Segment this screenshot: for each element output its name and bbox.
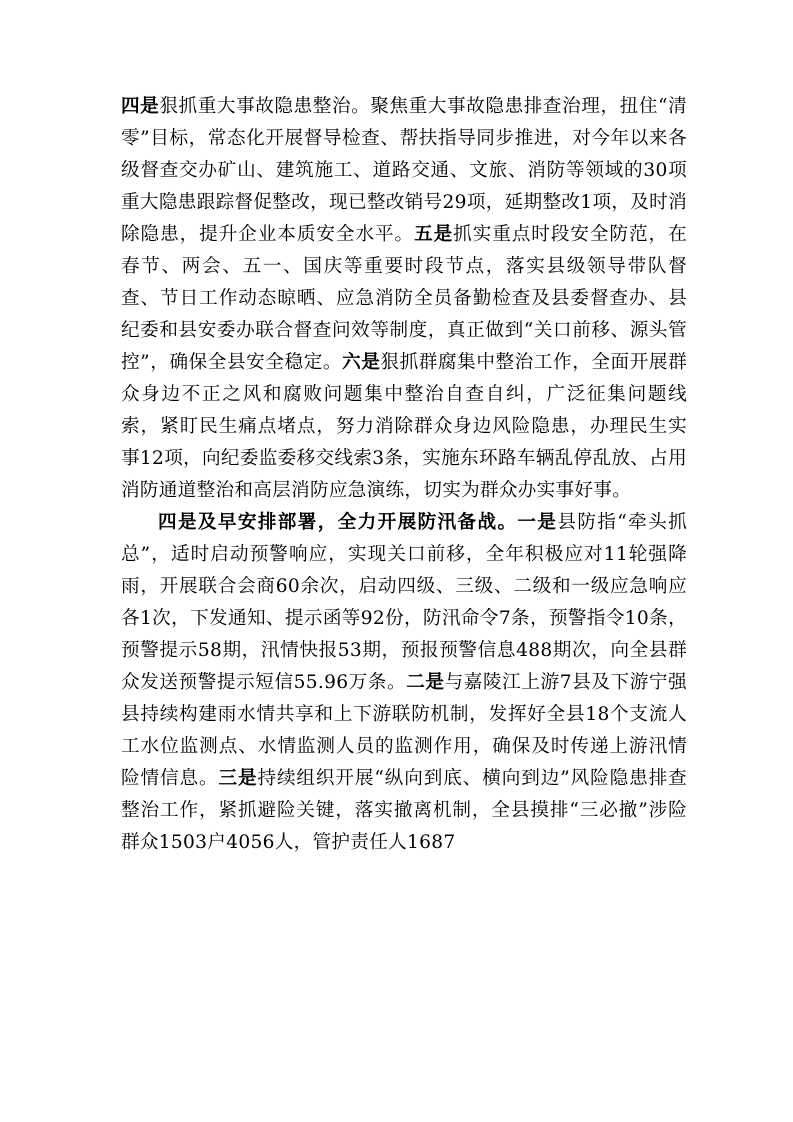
paragraph-text: 县防指“牵头抓总”，适时启动预警响应，实现关口前移，全年积极应对11轮强降雨，开展联合会商60余次，启动四级、三级、二级和一级应急响应各1次，下发通知、提示函等92份，防汛命令7条，预警指令10条，预警提示58期，汛情快报53期，预报预警信息488期次，向全县群众发送预警提示短信55.96万条。: [121, 512, 687, 693]
paragraph-text: 持续组织开展“纵向到底、横向到边”风险隐患排查整治工作，紧抓避险关键，落实撤离机制，全县摸排“三必撤”涉险群众1503户4056人，管护责任人1687: [121, 768, 687, 853]
body-text: [121, 91, 687, 859]
point-label: 四是: [121, 96, 160, 117]
point-label: 二是: [406, 672, 445, 693]
point-label: 三是: [218, 768, 258, 789]
paragraph-text: 狠抓群腐集中整治工作，全面开展群众身边不正之风和腐败问题集中整治自查自纠，广泛征集问题线索，紧盯民生痛点堵点，努力消除群众身边风险隐患，办理民生实事12项，向纪委监委移交线索3条，实施东环路车辆乱停乱放、占用消防通道整治和高层消防应急演练，切实为群众办实事好事。: [121, 352, 687, 501]
section-heading: 四是及早安排部署，全力开展防汛备战。一是: [158, 512, 558, 533]
paragraph-safety-rectification: [121, 91, 687, 507]
paragraph-text: 抓实重点时段安全防范，在春节、两会、五一、国庆等重要时段节点，落实县级领导带队督查、节日工作动态晾晒、应急消防全员备勤检查及县委督查办、县纪委和县安委办联合督查问效等制度，真正做到“关口前移、源头管控”，确保全县安全稳定。: [121, 224, 687, 373]
paragraph-text: 与嘉陵江上游7县及下游宁强县持续构建雨水情共享和上下游联防机制，发挥好全县18个支流人工水位监测点、水情监测人员的监测作用，确保及时传递上游汛情险情信息。: [121, 672, 687, 789]
paragraph-text: 狠抓重大事故隐患整治。聚焦重大事故隐患排查治理，扭住“清零”目标，常态化开展督导检查、帮扶指导同步推进，对今年以来各级督查交办矿山、建筑施工、道路交通、文旅、消防等领域的30项重大隐患跟踪督促整改，现已整改销号29项，延期整改1项，及时消除隐患，提升企业本质安全水平。: [121, 96, 687, 245]
paragraph-flood-prevention: [121, 507, 687, 859]
point-label: 五是: [414, 224, 454, 245]
point-label: 六是: [342, 352, 381, 373]
